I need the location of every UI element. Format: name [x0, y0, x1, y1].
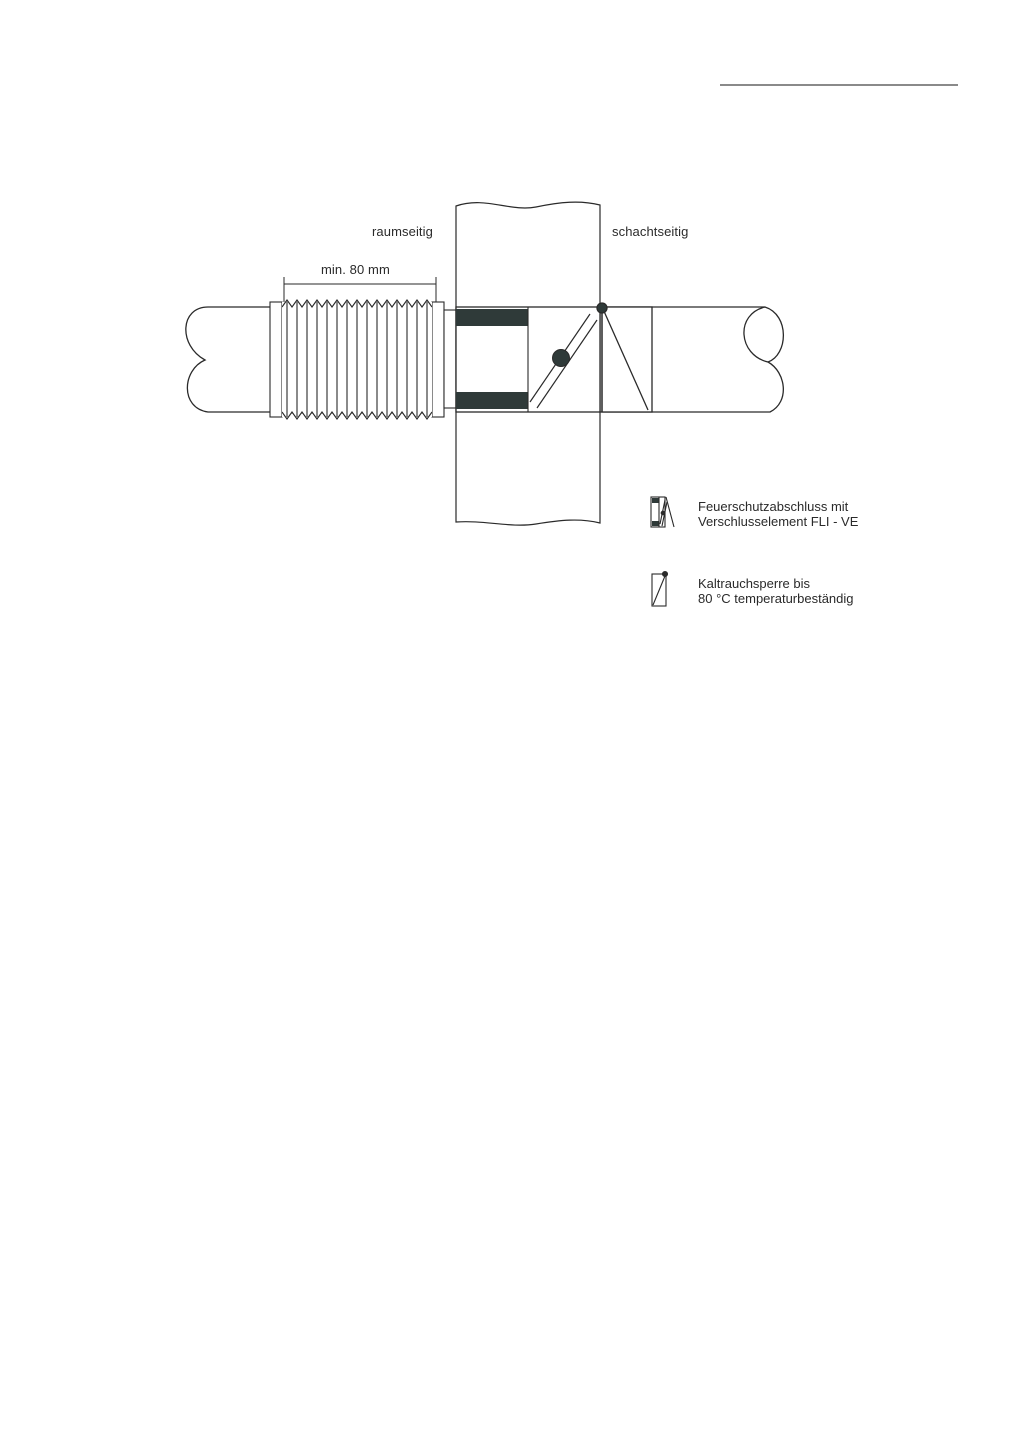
legend-entry-fire-closure: [698, 499, 858, 529]
legend-line: 80 °C temperaturbeständig: [698, 591, 854, 606]
pipe-stub: [444, 310, 456, 408]
flexible-connector: [270, 300, 444, 419]
shaft-side-label: schachtseitig: [612, 224, 689, 239]
intumescent-seal-bottom: [456, 392, 528, 409]
dimension-line: [284, 277, 436, 302]
left-pipe: [186, 307, 282, 412]
dimension-label: min. 80 mm: [321, 262, 390, 277]
fire-protection-closure: [456, 307, 600, 412]
closure-pivot: [553, 350, 570, 367]
legend-line: Verschlusselement FLI - VE: [698, 514, 859, 529]
legend-symbol-fire-closure: [651, 497, 674, 527]
legend-symbol-cold-smoke: [652, 572, 668, 607]
barrier-pivot: [597, 303, 607, 313]
legend-line: Kaltrauchsperre bis: [698, 576, 810, 591]
legend-entry-cold-smoke: [698, 576, 854, 606]
room-side-label: raumseitig: [372, 224, 433, 239]
cold-smoke-barrier: [597, 303, 652, 412]
legend-line: Feuerschutzabschluss mit: [698, 499, 849, 514]
intumescent-seal-top: [456, 309, 528, 326]
